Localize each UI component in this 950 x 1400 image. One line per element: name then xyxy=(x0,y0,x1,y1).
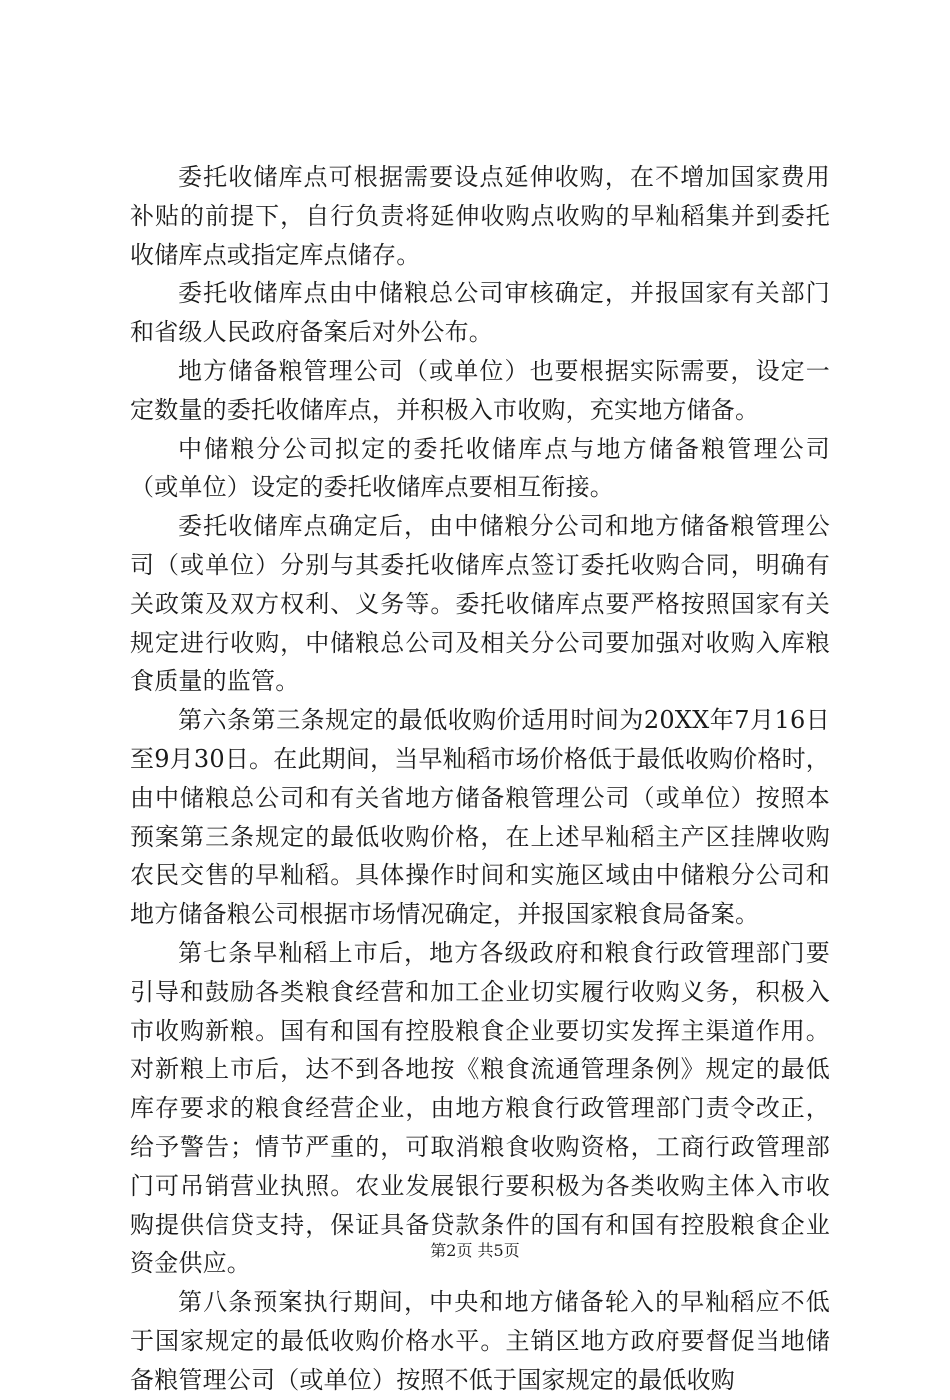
paragraph: 第八条预案执行期间，中央和地方储备轮入的早籼稻应不低于国家规定的最低收购价格水平。主销区地方政府要督促当地储备粮管理公司（或单位）按照不低于国家规定的最低收购 xyxy=(130,1288,830,1394)
paragraph: 地方储备粮管理公司（或单位）也要根据实际需要，设定一定数量的委托收储库点，并积极入市收购，充实地方储备。 xyxy=(130,356,830,424)
paragraph: 中储粮分公司拟定的委托收储库点与地方储备粮管理公司（或单位）设定的委托收储库点要相互衔接。 xyxy=(130,434,830,502)
paragraph: 委托收储库点可根据需要设点延伸收购，在不增加国家费用补贴的前提下，自行负责将延伸收购点收购的早籼稻集并到委托收储库点或指定库点储存。 xyxy=(130,163,830,269)
paragraph: 委托收储库点由中储粮总公司审核确定，并报国家有关部门和省级人民政府备案后对外公布。 xyxy=(130,279,830,347)
page-number-footer: 第2页 共5页 xyxy=(430,1241,520,1260)
paragraph: 第六条第三条规定的最低收购价适用时间为20XX年7月16日至9月30日。在此期间，当早籼稻市场价格低于最低收购价格时，由中储粮总公司和有关省地方储备粮管理公司（或单位）按照本预案第三条规定的最低收购价格，在上述早籼稻主产区挂牌收购农民交售的早籼稻。具体操作时间和实施区域由中储粮分公司和地方储备粮公司根据市场情况确定，并报国家粮食局备案。 xyxy=(130,706,830,929)
paragraph: 委托收储库点确定后，由中储粮分公司和地方储备粮管理公司（或单位）分别与其委托收储库点签订委托收购合同，明确有关政策及双方权利、义务等。委托收储库点要严格按照国家有关规定进行收购，中储粮总公司及相关分公司要加强对收购入库粮食质量的监管。 xyxy=(130,512,830,696)
document-body xyxy=(130,158,830,1400)
paragraph: 第七条早籼稻上市后，地方各级政府和粮食行政管理部门要引导和鼓励各类粮食经营和加工企业切实履行收购义务，积极入市收购新粮。国有和国有控股粮食企业要切实发挥主渠道作用。对新粮上市后，达不到各地按《粮食流通管理条例》规定的最低库存要求的粮食经营企业，由地方粮食行政管理部门责令改正，给予警告；情节严重的，可取消粮食收购资格，工商行政管理部门可吊销营业执照。农业发展银行要积极为各类收购主体入市收购提供信贷支持，保证具备贷款条件的国有和国有控股粮食企业资金供应。 xyxy=(130,938,830,1278)
